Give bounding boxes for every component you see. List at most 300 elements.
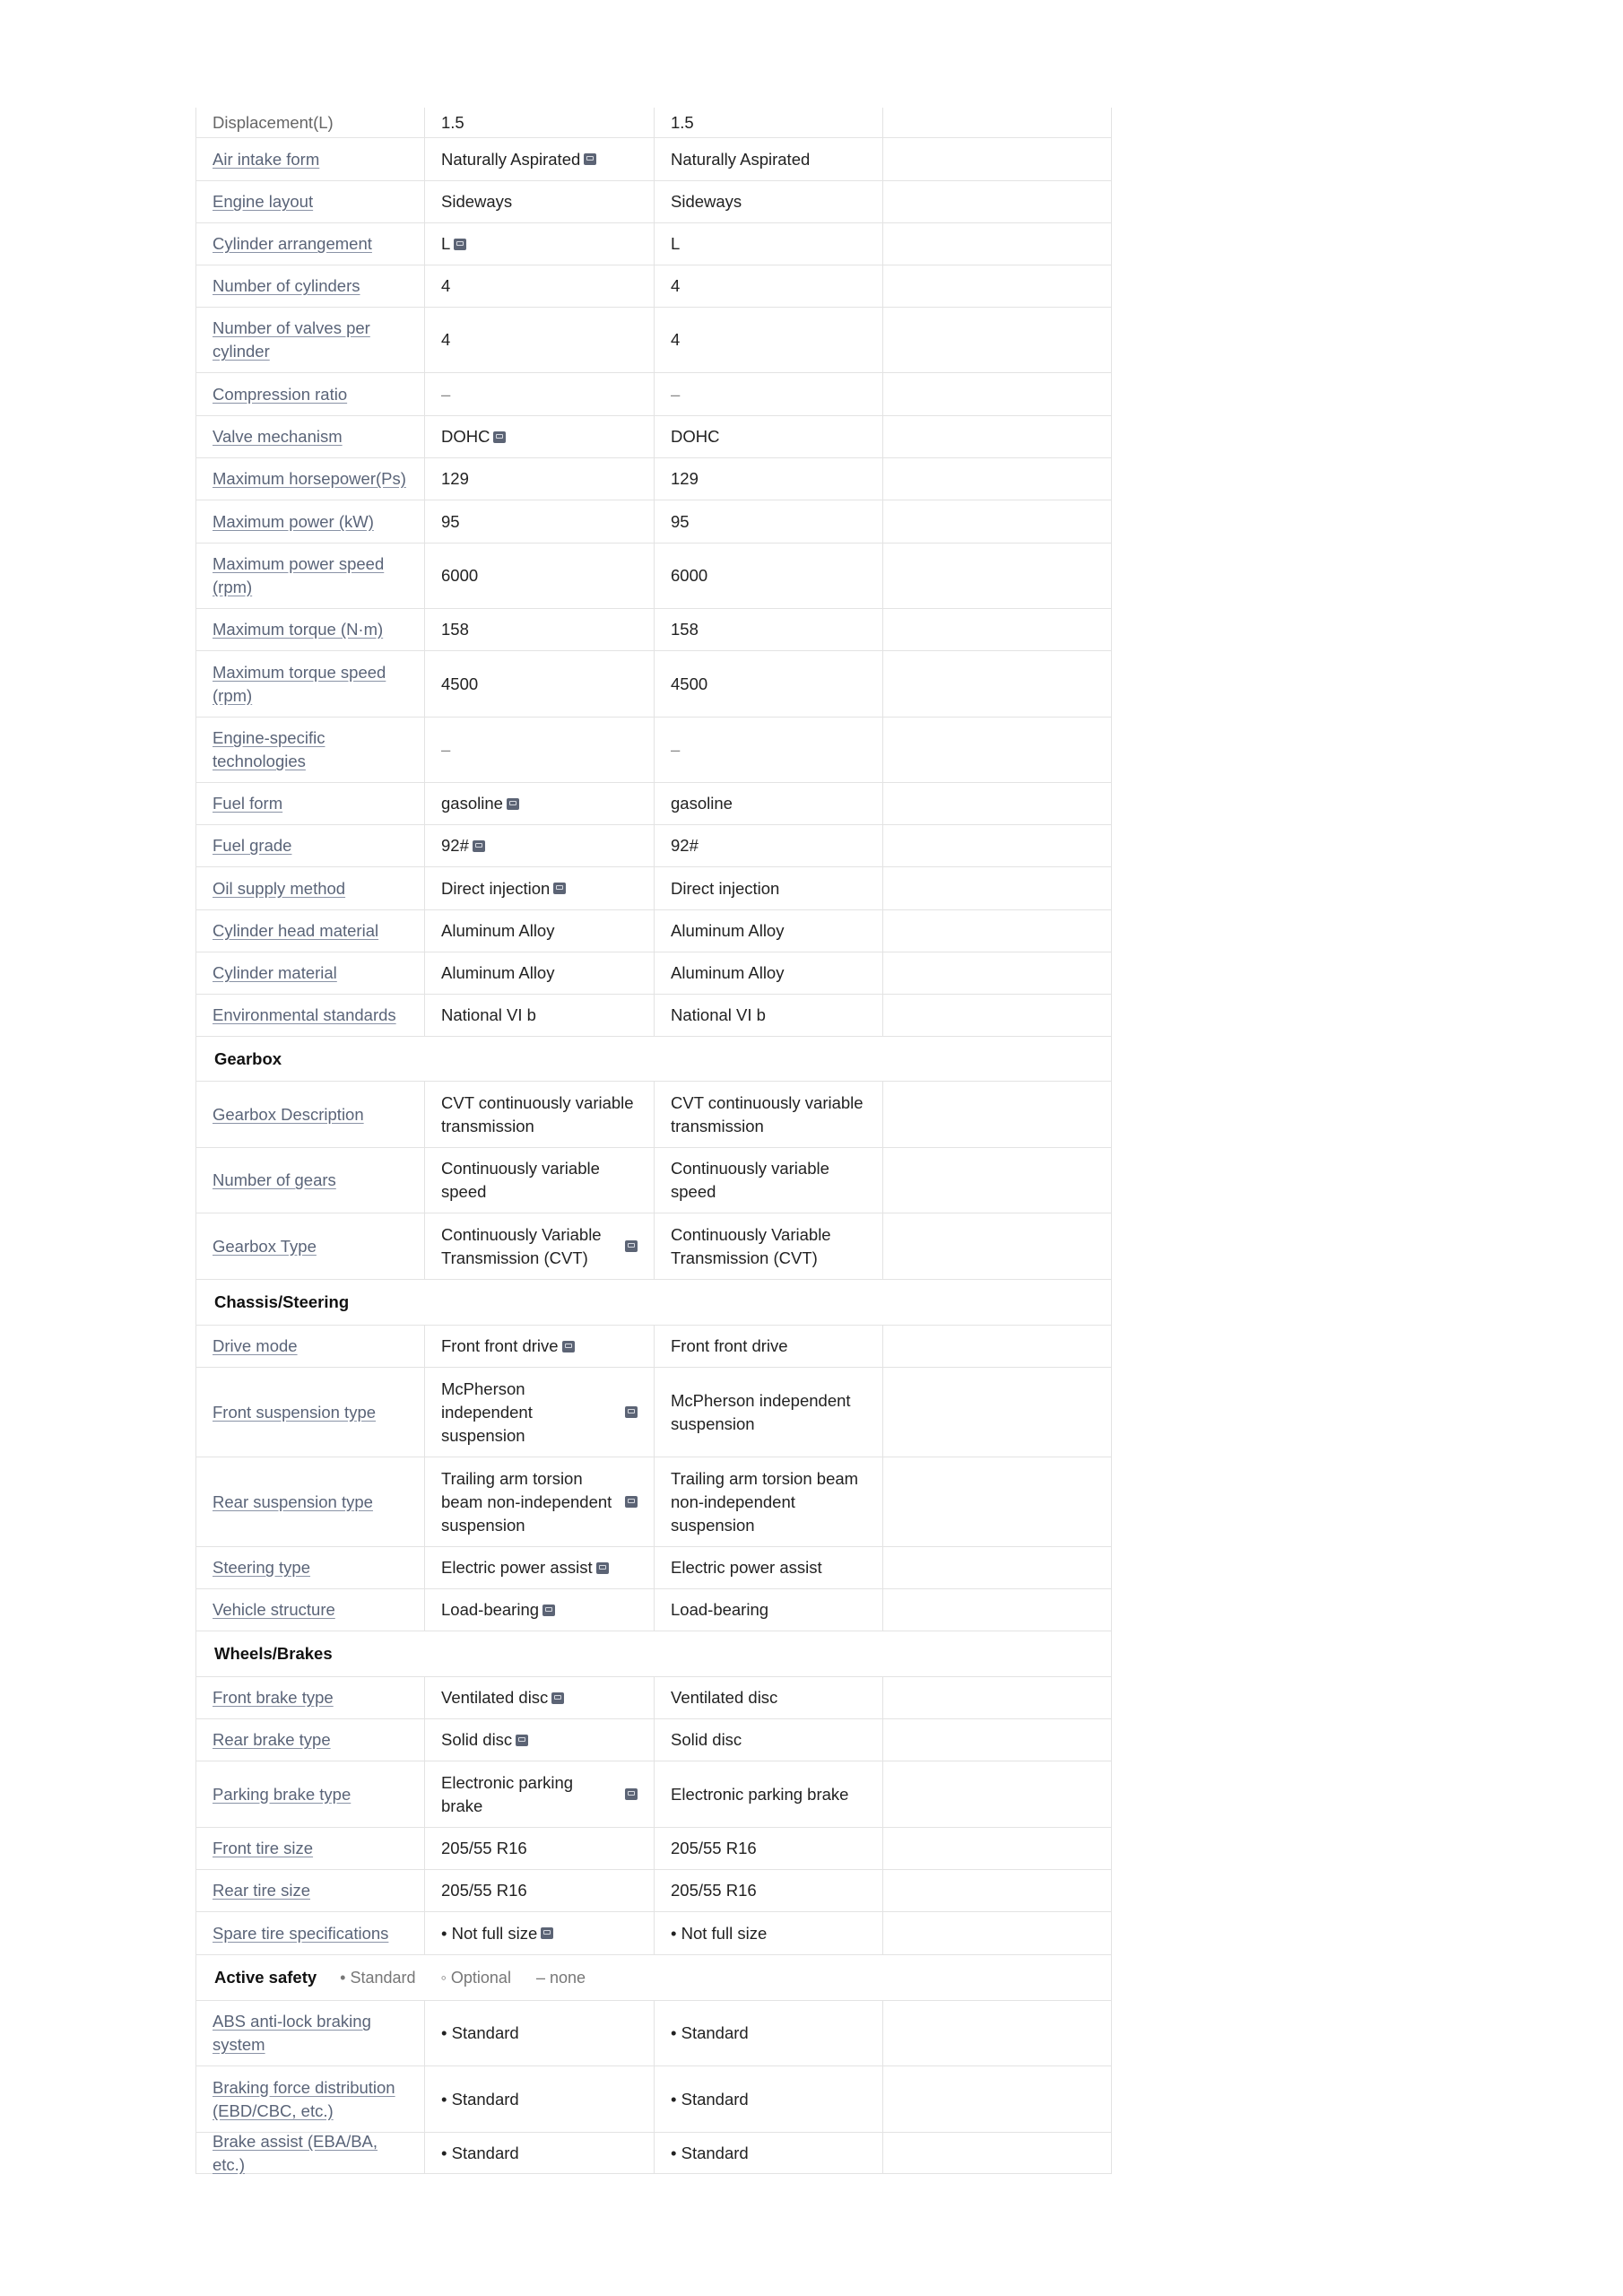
spec-value-cell-3 [883, 108, 1112, 138]
spec-value: Load-bearing [671, 1600, 769, 1619]
spec-label-cell [195, 308, 425, 373]
spec-value-cell-3 [883, 1368, 1112, 1457]
spec-value-cell-2 [655, 2001, 883, 2066]
spec-value-cell-3 [883, 138, 1112, 181]
spec-value: Electronic parking brake [671, 1784, 849, 1804]
info-icon[interactable] [584, 153, 596, 165]
spec-value-cell-3 [883, 2133, 1112, 2174]
spec-value: 205/55 R16 [671, 1839, 757, 1857]
legend-item: ◦ Optional [440, 1968, 511, 1987]
spec-value-cell-3 [883, 1082, 1112, 1148]
spec-label-cell [195, 1326, 425, 1368]
spec-label-link[interactable]: Spare tire specifications [213, 1923, 389, 1943]
spec-value: Sideways [671, 192, 742, 211]
spec-value-cell-3 [883, 1677, 1112, 1719]
info-icon[interactable] [625, 1788, 638, 1800]
spec-value: • Standard [441, 2089, 519, 2109]
spec-value-cell-1 [425, 1368, 655, 1457]
spec-value: Aluminum Alloy [671, 963, 785, 982]
spec-value: 129 [671, 469, 699, 488]
spec-label-link[interactable]: Maximum power speed (rpm) [213, 554, 385, 596]
spec-value-wrap [441, 1686, 564, 1709]
spec-label-link[interactable]: ABS anti-lock braking system [213, 2012, 371, 2054]
spec-label-cell [195, 544, 425, 609]
table-row [195, 718, 1112, 783]
table-row [195, 609, 1112, 651]
info-icon[interactable] [625, 1496, 638, 1508]
spec-value: Sideways [441, 192, 513, 211]
spec-value: 205/55 R16 [441, 1839, 527, 1857]
spec-value-cell-1 [425, 2066, 655, 2133]
spec-value-cell-3 [883, 1213, 1112, 1280]
spec-label-link[interactable]: Number of valves per cylinder [213, 318, 370, 361]
spec-label-cell [195, 223, 425, 265]
spec-table [195, 108, 1112, 2174]
spec-value-cell-1 [425, 2001, 655, 2066]
spec-label-cell [195, 1148, 425, 1213]
spec-value-cell-3 [883, 1457, 1112, 1547]
spec-label-cell [195, 609, 425, 651]
spec-value-cell-1 [425, 1148, 655, 1213]
spec-value-cell-2 [655, 373, 883, 416]
spec-value-cell-2 [655, 108, 883, 138]
spec-value-cell-2 [655, 544, 883, 609]
spec-value-cell-2 [655, 1828, 883, 1870]
table-row [195, 181, 1112, 223]
spec-value-cell-2 [655, 1912, 883, 1955]
spec-value-cell-3 [883, 910, 1112, 952]
section-header-active-safety [195, 1955, 1112, 2001]
table-row [195, 867, 1112, 910]
table-row [195, 995, 1112, 1037]
spec-value-cell-3 [883, 2066, 1112, 2133]
table-row [195, 1547, 1112, 1589]
spec-label-link[interactable]: Cylinder arrangement [213, 234, 372, 253]
spec-label-link[interactable]: Fuel form [213, 794, 283, 813]
spec-value: 158 [441, 620, 469, 639]
spec-value-cell-3 [883, 1148, 1112, 1213]
spec-value: 4500 [671, 674, 708, 693]
spec-label-link[interactable]: Maximum power (kW) [213, 511, 374, 531]
spec-label-link[interactable]: Engine-specific technologies [213, 728, 325, 770]
spec-value: Electric power assist [671, 1558, 822, 1577]
spec-label-cell [195, 2066, 425, 2133]
spec-value: Naturally Aspirated [441, 149, 581, 169]
spec-value-cell-1 [425, 500, 655, 544]
spec-value: National VI b [671, 1005, 766, 1024]
info-icon[interactable] [507, 798, 519, 810]
spec-label-link[interactable]: Front tire size [213, 1839, 314, 1857]
spec-label-cell [195, 651, 425, 718]
info-icon[interactable] [596, 1562, 609, 1574]
spec-value-cell-2 [655, 308, 883, 373]
table-row [195, 651, 1112, 718]
spec-label-link[interactable]: Maximum horsepower(Ps) [213, 469, 406, 488]
spec-value-cell-3 [883, 1828, 1112, 1870]
spec-value-cell-1 [425, 1870, 655, 1912]
spec-label-link[interactable]: Cylinder head material [213, 921, 379, 940]
spec-value: • Standard [441, 2023, 519, 2042]
info-icon[interactable] [553, 883, 566, 894]
spec-value-cell-1 [425, 223, 655, 265]
spec-label-cell [195, 2133, 425, 2174]
spec-value-cell-1 [425, 995, 655, 1037]
info-icon[interactable] [493, 431, 506, 443]
table-row [195, 910, 1112, 952]
spec-value: – [671, 740, 681, 759]
spec-value-wrap [441, 1556, 609, 1579]
spec-value-cell-1 [425, 1213, 655, 1280]
spec-value: – [441, 740, 451, 759]
info-icon[interactable] [562, 1341, 575, 1352]
table-row [195, 1912, 1112, 1955]
info-icon[interactable] [541, 1927, 553, 1939]
spec-value-wrap [441, 425, 506, 448]
info-icon[interactable] [473, 840, 485, 852]
spec-value: CVT continuously variable transmission [441, 1092, 634, 1135]
spec-value: L [441, 234, 451, 253]
spec-value-cell-3 [883, 181, 1112, 223]
table-row [195, 108, 1112, 138]
spec-value-cell-2 [655, 138, 883, 181]
spec-value-cell-2 [655, 952, 883, 995]
spec-label-cell [195, 500, 425, 544]
table-row [195, 783, 1112, 825]
spec-value-cell-1 [425, 1761, 655, 1828]
spec-value-cell-2 [655, 1213, 883, 1280]
info-icon[interactable] [516, 1735, 528, 1746]
spec-label-link[interactable]: Number of cylinders [213, 276, 360, 295]
table-row [195, 1589, 1112, 1631]
spec-value: 205/55 R16 [671, 1881, 757, 1900]
info-icon[interactable] [542, 1605, 555, 1616]
spec-value-cell-2 [655, 416, 883, 458]
spec-value: Continuously Variable Transmission (CVT) [441, 1224, 602, 1267]
spec-label-cell [195, 910, 425, 952]
spec-label-link[interactable]: Front brake type [213, 1688, 334, 1707]
spec-label-link[interactable]: Air intake form [213, 149, 320, 169]
spec-value-cell-1 [425, 1828, 655, 1870]
spec-value: Solid disc [441, 1730, 513, 1749]
spec-value-cell-2 [655, 1761, 883, 1828]
spec-value: L [671, 234, 681, 253]
spec-label-link[interactable]: Gearbox Description [213, 1104, 364, 1124]
section-header-gearbox [195, 1037, 1112, 1082]
spec-label-link[interactable]: Gearbox Type [213, 1236, 317, 1256]
table-row [195, 500, 1112, 544]
table-row [195, 2066, 1112, 2133]
spec-value-cell-2 [655, 265, 883, 308]
section-title: Wheels/Brakes [214, 1644, 333, 1663]
spec-label-link[interactable]: Rear suspension type [213, 1492, 373, 1511]
spec-label-link[interactable]: Braking force distribution (EBD/CBC, etc.) [213, 2077, 395, 2120]
spec-value-wrap [441, 232, 466, 256]
spec-label-link[interactable]: Number of gears [213, 1170, 336, 1189]
spec-value-cell-3 [883, 2001, 1112, 2066]
section-header-wheels-brakes [195, 1631, 1112, 1677]
spec-label-link[interactable]: Parking brake type [213, 1784, 352, 1804]
spec-value-cell-1 [425, 2133, 655, 2174]
table-row [195, 1082, 1112, 1148]
spec-label-link[interactable]: Drive mode [213, 1336, 298, 1355]
spec-value: CVT continuously variable transmission [671, 1092, 864, 1135]
spec-value-cell-2 [655, 1368, 883, 1457]
spec-value-cell-2 [655, 910, 883, 952]
spec-value: Aluminum Alloy [441, 963, 555, 982]
spec-value-cell-3 [883, 416, 1112, 458]
spec-label-link[interactable]: Front suspension type [213, 1402, 377, 1422]
spec-value-cell-2 [655, 1148, 883, 1213]
info-icon[interactable] [625, 1406, 638, 1418]
spec-value: Trailing arm torsion beam non-independent suspension [671, 1468, 859, 1535]
spec-label-cell [195, 867, 425, 910]
spec-value: McPherson independent suspension [441, 1378, 533, 1445]
spec-value-cell-3 [883, 223, 1112, 265]
table-row [195, 1870, 1112, 1912]
spec-value-cell-1 [425, 265, 655, 308]
spec-value: 4 [441, 330, 451, 349]
spec-value-cell-3 [883, 609, 1112, 651]
spec-value: Direct injection [441, 878, 551, 898]
spec-label-cell [195, 718, 425, 783]
spec-value-cell-3 [883, 952, 1112, 995]
spec-value-cell-3 [883, 1912, 1112, 1955]
spec-value: Load-bearing [441, 1600, 540, 1619]
section-title: Active safety [214, 1968, 317, 1987]
spec-label-link[interactable]: Steering type [213, 1558, 311, 1577]
spec-label-link[interactable]: Rear brake type [213, 1730, 331, 1749]
spec-value: Naturally Aspirated [671, 149, 811, 169]
table-row [195, 308, 1112, 373]
spec-value: DOHC [441, 427, 490, 446]
spec-value: gasoline [441, 794, 503, 813]
table-row [195, 1213, 1112, 1280]
spec-label-cell [195, 1547, 425, 1589]
spec-value-cell-1 [425, 416, 655, 458]
spec-value-cell-3 [883, 1547, 1112, 1589]
spec-label-link[interactable]: Vehicle structure [213, 1600, 335, 1619]
spec-value: Continuously variable speed [441, 1159, 600, 1201]
spec-value: Aluminum Alloy [671, 921, 785, 940]
spec-value-cell-2 [655, 1547, 883, 1589]
table-row [195, 1677, 1112, 1719]
spec-value-cell-1 [425, 1589, 655, 1631]
spec-value: Front front drive [441, 1336, 559, 1355]
spec-value: 95 [671, 511, 690, 531]
spec-value-wrap [441, 1728, 528, 1752]
spec-value-cell-1 [425, 783, 655, 825]
spec-label-cell [195, 825, 425, 867]
spec-value-cell-2 [655, 223, 883, 265]
spec-value-cell-1 [425, 1082, 655, 1148]
spec-value-cell-1 [425, 373, 655, 416]
spec-label-cell [195, 1719, 425, 1761]
spec-value-wrap [441, 148, 596, 171]
table-row [195, 1761, 1112, 1828]
spec-value-cell-3 [883, 1719, 1112, 1761]
spec-value-cell-1 [425, 952, 655, 995]
spec-value-cell-2 [655, 2133, 883, 2174]
spec-value-cell-2 [655, 2066, 883, 2133]
spec-value-cell-3 [883, 1326, 1112, 1368]
spec-value: 4 [671, 330, 681, 349]
spec-label-cell [195, 1761, 425, 1828]
spec-value: 92# [441, 836, 469, 855]
spec-label-cell [195, 138, 425, 181]
spec-value: 4 [671, 276, 681, 295]
spec-value-cell-3 [883, 1761, 1112, 1828]
spec-label-cell [195, 1677, 425, 1719]
spec-value-cell-1 [425, 651, 655, 718]
spec-label-link[interactable]: Brake assist (EBA/BA, etc.) [213, 2131, 378, 2174]
spec-value: • Standard [671, 2143, 749, 2162]
spec-value: • Standard [671, 2023, 749, 2042]
spec-value-cell-1 [425, 544, 655, 609]
spec-value: • Standard [441, 2143, 519, 2162]
spec-label-cell [195, 1082, 425, 1148]
spec-value-cell-3 [883, 867, 1112, 910]
spec-label-link[interactable]: Rear tire size [213, 1881, 310, 1900]
spec-value-cell-2 [655, 867, 883, 910]
spec-label-cell [195, 373, 425, 416]
spec-value-cell-3 [883, 783, 1112, 825]
spec-value: 6000 [671, 566, 708, 585]
spec-label-link[interactable]: Maximum torque (N·m) [213, 620, 384, 639]
spec-label-cell [195, 1828, 425, 1870]
spec-value: 92# [671, 836, 699, 855]
spec-value: • Not full size [671, 1923, 768, 1943]
spec-value-cell-1 [425, 718, 655, 783]
info-icon[interactable] [551, 1692, 564, 1704]
spec-label-link[interactable]: Oil supply method [213, 878, 346, 898]
spec-value-cell-1 [425, 1326, 655, 1368]
spec-value-cell-2 [655, 825, 883, 867]
spec-value-cell-1 [425, 1547, 655, 1589]
table-row [195, 373, 1112, 416]
spec-value-cell-3 [883, 458, 1112, 500]
spec-value: gasoline [671, 794, 733, 813]
spec-value: 4 [441, 276, 451, 295]
spec-value-cell-1 [425, 308, 655, 373]
spec-label-cell [195, 995, 425, 1037]
spec-label-cell [195, 1213, 425, 1280]
spec-value-wrap [441, 1335, 575, 1358]
spec-value-cell-2 [655, 1719, 883, 1761]
spec-label-cell [195, 108, 425, 138]
spec-label-cell [195, 458, 425, 500]
info-icon[interactable] [625, 1240, 638, 1252]
spec-value-cell-2 [655, 995, 883, 1037]
table-row [195, 458, 1112, 500]
spec-value-cell-2 [655, 783, 883, 825]
spec-value-wrap [441, 792, 519, 815]
spec-value: 4500 [441, 674, 479, 693]
spec-value: – [441, 384, 451, 404]
spec-value-cell-2 [655, 1326, 883, 1368]
table-row [195, 1326, 1112, 1368]
spec-value-cell-3 [883, 308, 1112, 373]
spec-value: Continuously variable speed [671, 1159, 829, 1201]
spec-value-cell-1 [425, 138, 655, 181]
info-icon[interactable] [454, 239, 466, 250]
spec-value: Ventilated disc [441, 1688, 549, 1707]
spec-label-cell [195, 265, 425, 308]
spec-value: 129 [441, 469, 469, 488]
spec-value-cell-1 [425, 458, 655, 500]
spec-value-cell-2 [655, 458, 883, 500]
spec-label-link[interactable]: Valve mechanism [213, 427, 343, 446]
spec-value-cell-1 [425, 108, 655, 138]
spec-label-cell [195, 1457, 425, 1547]
spec-value-cell-1 [425, 609, 655, 651]
spec-value-cell-2 [655, 1457, 883, 1547]
table-row [195, 1148, 1112, 1213]
spec-label-link[interactable]: Fuel grade [213, 836, 292, 855]
spec-label-link[interactable]: Environmental standards [213, 1005, 396, 1024]
table-row [195, 416, 1112, 458]
legend [340, 1969, 611, 1987]
table-row [195, 1828, 1112, 1870]
spec-value-cell-3 [883, 995, 1112, 1037]
spec-value-cell-2 [655, 181, 883, 223]
spec-value: • Not full size [441, 1923, 538, 1943]
table-row [195, 1368, 1112, 1457]
spec-value-cell-3 [883, 718, 1112, 783]
spec-value-cell-3 [883, 651, 1112, 718]
spec-value-cell-3 [883, 500, 1112, 544]
legend-item: – none [535, 1968, 586, 1987]
table-row [195, 223, 1112, 265]
spec-value-cell-3 [883, 265, 1112, 308]
spec-value-wrap [441, 877, 566, 900]
spec-label-link[interactable]: Cylinder material [213, 963, 337, 982]
spec-value: Direct injection [671, 878, 780, 898]
spec-value: 158 [671, 620, 699, 639]
spec-label-link[interactable]: Compression ratio [213, 384, 348, 404]
spec-value: – [671, 384, 681, 404]
spec-label-link[interactable]: Maximum torque speed (rpm) [213, 662, 386, 705]
spec-value: 205/55 R16 [441, 1881, 527, 1900]
spec-value-cell-2 [655, 1870, 883, 1912]
spec-value: Solid disc [671, 1730, 742, 1749]
spec-label-link: Displacement(L) [213, 112, 334, 132]
table-row [195, 544, 1112, 609]
spec-value-wrap [441, 1598, 555, 1622]
spec-label-cell [195, 2001, 425, 2066]
spec-value-cell-1 [425, 910, 655, 952]
spec-value: National VI b [441, 1005, 536, 1024]
spec-value-wrap [441, 1922, 553, 1945]
section-title: Chassis/Steering [214, 1292, 350, 1311]
table-row [195, 265, 1112, 308]
section-header-chassis-steering [195, 1280, 1112, 1326]
spec-value-cell-1 [425, 1457, 655, 1547]
table-row [195, 1719, 1112, 1761]
spec-label-link[interactable]: Engine layout [213, 192, 314, 211]
table-row [195, 2001, 1112, 2066]
section-title: Gearbox [214, 1048, 282, 1068]
table-row [195, 1457, 1112, 1547]
spec-value-cell-2 [655, 718, 883, 783]
spec-value-cell-3 [883, 544, 1112, 609]
spec-value: 95 [441, 511, 460, 531]
spec-label-cell [195, 1870, 425, 1912]
spec-value: 1.5 [671, 112, 694, 132]
spec-value-cell-3 [883, 1870, 1112, 1912]
spec-value-cell-2 [655, 1589, 883, 1631]
spec-value-cell-2 [655, 1082, 883, 1148]
spec-value-cell-2 [655, 500, 883, 544]
